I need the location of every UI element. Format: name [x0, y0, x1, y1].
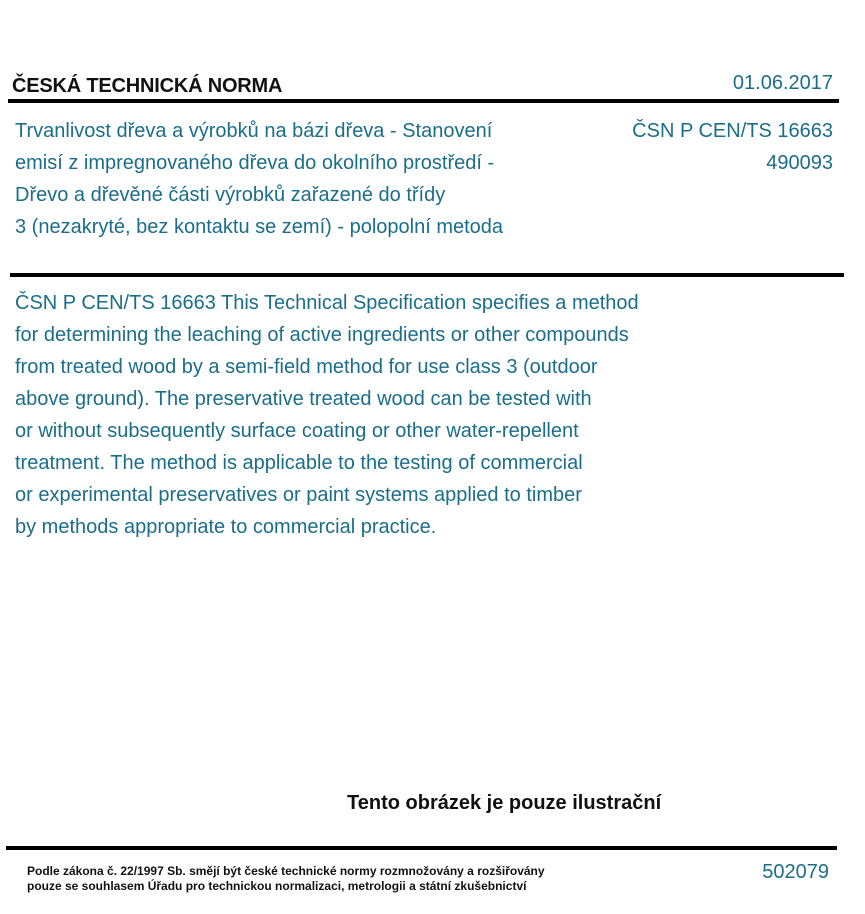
title-line: 3 (nezakryté, bez kontaktu se zemí) - polopolní metoda	[15, 216, 504, 238]
standard-reference	[632, 115, 833, 179]
document-number: 502079	[762, 861, 829, 883]
abstract-line: above ground). The preservative treated wood can be tested with	[15, 388, 592, 410]
abstract-line: or without subsequently surface coating or other water-repellent	[15, 420, 579, 442]
footer-divider	[6, 846, 837, 850]
legal-notice	[27, 864, 545, 894]
legal-line: pouze se souhlasem Úřadu pro technickou normalizaci, metrologii a státní zkušebnictví	[27, 879, 527, 893]
publication-date: 01.06.2017	[732, 72, 833, 94]
legal-line: Podle zákona č. 22/1997 Sb. smějí být české technické normy rozmnožovány a rozšiřovány	[27, 864, 545, 878]
document-header-title: ČESKÁ TECHNICKÁ NORMA	[12, 75, 283, 97]
title-divider	[10, 273, 844, 277]
standard-title-czech	[15, 115, 575, 243]
illustrative-note: Tento obrázek je pouze ilustrační	[347, 792, 662, 814]
abstract-line: by methods appropriate to commercial practice.	[15, 516, 437, 538]
title-line: emisí z impregnovaného dřeva do okolního prostředí -	[15, 152, 495, 174]
abstract-line: for determining the leaching of active ingredients or other compounds	[15, 324, 629, 346]
abstract-text	[15, 287, 735, 543]
standard-designation: ČSN P CEN/TS 16663	[632, 120, 833, 142]
abstract-line: or experimental preservatives or paint systems applied to timber	[15, 484, 582, 506]
abstract-line: treatment. The method is applicable to the testing of commercial	[15, 452, 583, 474]
abstract-line: ČSN P CEN/TS 16663 This Technical Specification specifies a method	[15, 292, 639, 314]
abstract-line: from treated wood by a semi-field method for use class 3 (outdoor	[15, 356, 598, 378]
classification-code: 490093	[766, 152, 833, 174]
title-line: Dřevo a dřevěné části výrobků zařazené do třídy	[15, 184, 446, 206]
header-divider	[8, 99, 839, 103]
title-line: Trvanlivost dřeva a výrobků na bázi dřeva - Stanovení	[15, 120, 493, 142]
